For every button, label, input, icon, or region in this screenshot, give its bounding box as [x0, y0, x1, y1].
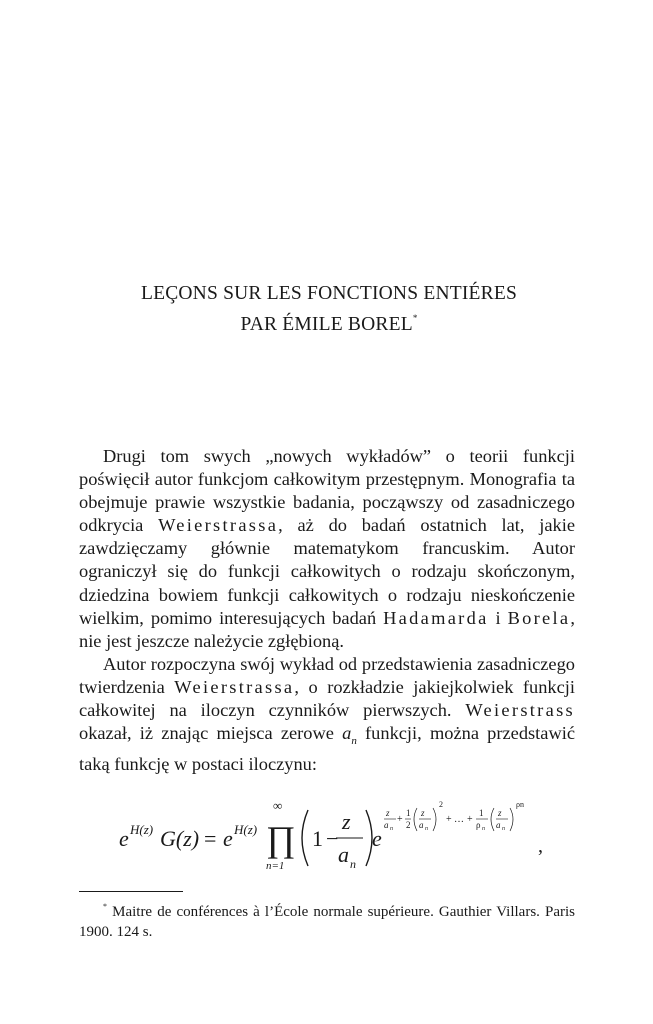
exp-half-num: 1 — [406, 808, 411, 818]
exp-rho-num: 1 — [479, 808, 484, 818]
exp-n-3: n — [502, 826, 505, 832]
name-borela: Borela — [507, 607, 571, 628]
p2-text-3: okazał, iż znając miejsca zerowe — [79, 723, 343, 744]
formula-equals: = — [204, 826, 217, 851]
p2-text-4: funkcji, można przedstawić taką funkcję w postaci iloczynu: — [79, 723, 576, 775]
formula-minus: − — [326, 826, 339, 851]
exp-dots: … — [454, 814, 464, 825]
exp-rho-power: ρn — [516, 800, 524, 809]
name-weierstrassa: Weierstrassa — [158, 515, 279, 536]
p1-text-4: , nie jest jeszcze należycie zgłębioną. — [79, 607, 575, 651]
p1-text-3: i — [488, 607, 508, 628]
formula-hz-1: H(z) — [130, 822, 154, 837]
fraction-denominator-a: a — [338, 842, 349, 867]
body-text — [79, 445, 575, 776]
fraction-denominator-n: n — [350, 857, 356, 871]
exp-paren-r-1 — [433, 808, 436, 831]
footnote-text: Maitre de conférences à l’École normale supérieure. Gauthier Villars. Paris 1900. 124 s. — [79, 904, 576, 940]
variable-a: a — [342, 723, 352, 744]
formula-hz-2: H(z) — [234, 822, 258, 837]
fraction-numerator-z: z — [342, 809, 351, 834]
p2-text-2: , o rozkładzie jakiejkolwiek funkcji całkowitej na iloczyn czynników pierwszych. — [79, 676, 576, 721]
exp-z-1: z — [386, 808, 390, 818]
exp-a-2: a — [419, 820, 424, 830]
product-formula — [110, 796, 580, 876]
p2-text-1: Autor rozpoczyna swój wykład od przedstawienia zasadniczego twierdzenia — [79, 653, 575, 697]
footnote-divider — [79, 891, 183, 892]
exp-z-3: z — [498, 808, 502, 818]
exp-half-den: 2 — [406, 820, 411, 830]
footnote-mark: * — [103, 902, 107, 911]
exp-plus-1: + — [397, 814, 403, 825]
title-line-1: LEÇONS SUR LES FONCTIONS ENTIÉRES — [140, 283, 518, 304]
exp-rho-den-n: n — [482, 826, 485, 832]
formula-e-3: e — [372, 826, 382, 851]
p1-text-1: Drugi tom swych „nowych wykładów” o teorii funkcji poświęcił autor funkcjom całkowitym przestępnym. Monografia ta obejmuje prawie wszystkie badania, począwszy od zasadniczego odkrycia — [79, 446, 575, 536]
formula-e-1: e — [119, 826, 129, 851]
exp-n-1: n — [390, 826, 393, 832]
exp-z-2: z — [421, 808, 425, 818]
footnote-reference: * — [412, 313, 418, 323]
formula-gz: G(z) — [160, 826, 200, 851]
product-lower-limit: n=1 — [266, 860, 285, 872]
exp-a-3: a — [496, 820, 501, 830]
exp-square: 2 — [439, 800, 443, 809]
footnote — [79, 897, 575, 942]
exp-paren-l-1 — [414, 808, 417, 831]
paragraph-1 — [79, 445, 575, 653]
formula-one: 1 — [312, 826, 323, 851]
exp-paren-l-2 — [491, 808, 494, 831]
name-weierstrass: Weierstrass — [465, 700, 575, 721]
exp-n-2: n — [425, 826, 428, 832]
title-line-2 — [79, 306, 579, 337]
exp-plus-3: + — [467, 814, 473, 825]
exp-rho-den: ρ — [476, 820, 481, 830]
exp-a-1: a — [384, 820, 389, 830]
title-line-2-text: PAR ÉMILE BOREL — [240, 314, 413, 335]
paragraph-2 — [79, 653, 575, 776]
variable-a-subscript: n — [351, 735, 357, 748]
product-upper-limit: ∞ — [273, 798, 283, 813]
formula-comma: , — [538, 835, 543, 857]
name-hadamarda: Hadamarda — [383, 607, 489, 628]
name-weierstrassa-2: Weierstrassa — [174, 676, 295, 697]
product-symbol: ∏ — [266, 819, 296, 859]
exp-paren-r-2 — [510, 808, 513, 831]
exp-plus-2: + — [446, 814, 452, 825]
left-paren — [302, 810, 308, 866]
article-title — [79, 281, 579, 337]
p1-text-2: , aż do badań ostatnich lat, jakie zawdzięczamy głównie matematykom francuskim. Autor ograniczył się do funkcji całkowitych o rodzaju skończonym, dziedzina bowiem funkcji całkowitych o rodzaju nieskończenie wielkim, pomimo interesujących badań — [79, 515, 575, 628]
formula-e-2: e — [223, 826, 233, 851]
